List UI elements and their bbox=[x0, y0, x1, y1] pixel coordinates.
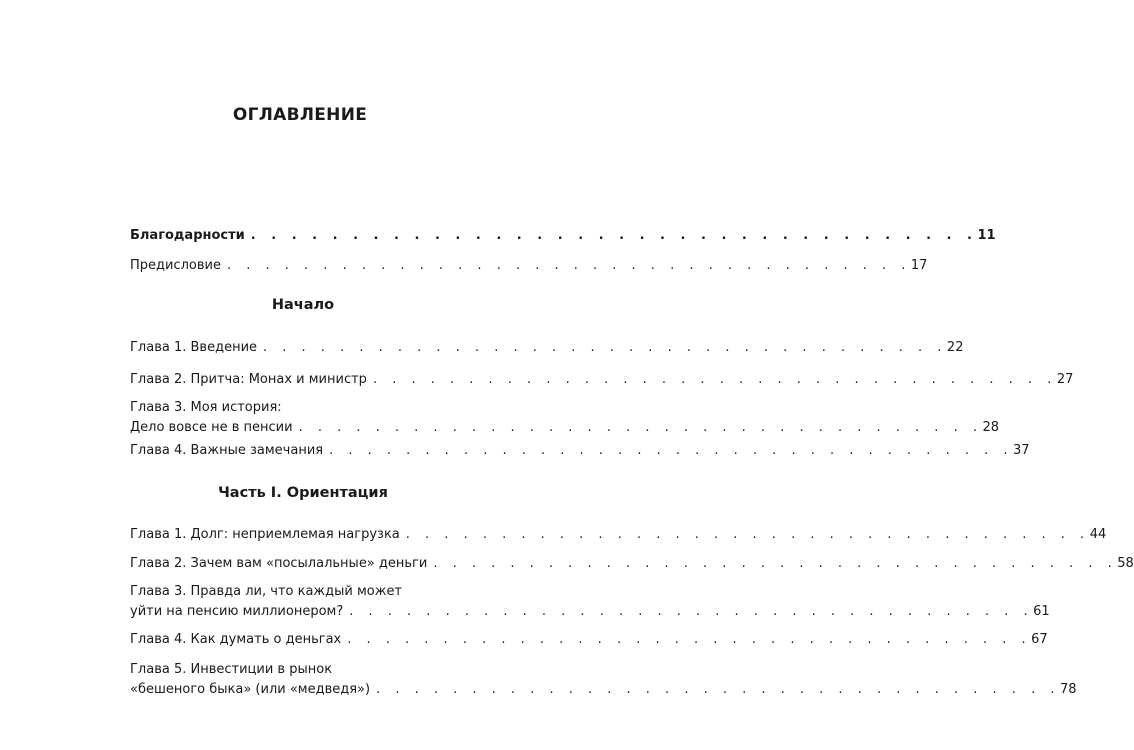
leader-dots: . . . . . . . . . . . . . . . . . . . . . . . . . . . . . . . . . . . . bbox=[376, 682, 1060, 697]
toc-entry-title: Глава 1. Долг: неприемлемая нагрузка bbox=[130, 527, 400, 542]
toc-entry-title: Предисловие bbox=[130, 258, 221, 273]
toc-page-number: 17 bbox=[910, 258, 928, 273]
leader-dots: . . . . . . . . . . . . . . . . . . . . . . . . . . . . . . . . . . . . bbox=[347, 632, 1032, 647]
leader-dots: . . . . . . . . . . . . . . . . . . . . . . . . . . . . . . . . . . . . bbox=[349, 604, 1034, 619]
leader-dots: . . . . . . . . . . . . . . . . . . . . . . . . . . . . . . . . . . . . bbox=[433, 556, 1118, 571]
toc-entry-title-line: Глава 3. Правда ли, что каждый может bbox=[130, 584, 403, 599]
leader-dots: . . . . . . . . . . . . . . . . . . . . . . . . . . . . . . . . . . . . bbox=[298, 420, 983, 435]
toc-entry-chapter[interactable] bbox=[130, 630, 1048, 650]
leader-dots: . . . . . . . . . . . . . . . . . . . . . . . . . . . . . . . . . . . . bbox=[372, 372, 1057, 387]
toc-entry-title: Глава 4. Важные замечания bbox=[130, 443, 324, 458]
toc-entry-title: Благодарности bbox=[130, 228, 245, 243]
toc-entry-chapter[interactable] bbox=[130, 554, 1134, 574]
leader-dots: . . . . . . . . . . . . . . . . . . . . . . . . . . . . . . . . . . . . bbox=[250, 228, 978, 243]
toc-page-number: 22 bbox=[946, 340, 964, 355]
toc-page-number: 11 bbox=[977, 228, 996, 243]
toc-entry-title: Глава 2. Притча: Монах и министр bbox=[130, 372, 367, 387]
section-title-start: Начало bbox=[271, 297, 335, 313]
toc-page-number: 28 bbox=[982, 420, 1000, 435]
toc-entry-title-line: Глава 3. Моя история: bbox=[130, 400, 282, 415]
toc-entry-title: Глава 1. Введение bbox=[130, 340, 258, 355]
toc-page-number: 78 bbox=[1059, 682, 1077, 697]
section-title-part-1: Часть I. Ориентация bbox=[218, 485, 388, 501]
toc-entry-preface[interactable] bbox=[130, 256, 928, 276]
toc-entry-chapter[interactable] bbox=[130, 338, 964, 358]
toc-page-number: 61 bbox=[1033, 604, 1050, 619]
toc-page-number: 58 bbox=[1117, 556, 1134, 571]
toc-entry-chapter[interactable] bbox=[130, 370, 1074, 390]
leader-dots: . . . . . . . . . . . . . . . . . . . . . . . . . . . . . . . . . . . . bbox=[226, 258, 911, 273]
toc-entry-title: уйти на пенсию миллионером? bbox=[130, 604, 344, 619]
toc-entry-title: Глава 4. Как думать о деньгах bbox=[130, 632, 342, 647]
toc-page-number: 37 bbox=[1013, 443, 1030, 458]
leader-dots: . . . . . . . . . . . . . . . . . . . . . . . . . . . . . . . . . . . . bbox=[405, 527, 1090, 542]
page-title: ОГЛАВЛЕНИЕ bbox=[232, 105, 368, 125]
toc-entry-acknowledgements[interactable] bbox=[130, 226, 996, 246]
toc-page-number: 67 bbox=[1031, 632, 1048, 647]
toc-entry-chapter[interactable] bbox=[130, 660, 1077, 700]
toc-entry-chapter[interactable] bbox=[130, 582, 1050, 622]
toc-page-number: 27 bbox=[1056, 372, 1074, 387]
toc-entry-title-line: Глава 5. Инвестиции в рынок bbox=[130, 662, 333, 677]
toc-entry-title: Дело вовсе не в пенсии bbox=[130, 420, 293, 435]
toc-entry-chapter[interactable] bbox=[130, 525, 1107, 545]
toc-entry-title: «бешеного быка» (или «медведя») bbox=[130, 682, 371, 697]
leader-dots: . . . . . . . . . . . . . . . . . . . . . . . . . . . . . . . . . . . . bbox=[329, 443, 1013, 458]
toc-entry-chapter[interactable] bbox=[130, 398, 1000, 438]
toc-entry-title: Глава 2. Зачем вам «посылальные» деньги bbox=[130, 556, 428, 571]
toc-page-number: 44 bbox=[1089, 527, 1107, 542]
toc-entry-chapter[interactable] bbox=[130, 441, 1030, 461]
leader-dots: . . . . . . . . . . . . . . . . . . . . . . . . . . . . . . . . . . . . bbox=[263, 340, 947, 355]
